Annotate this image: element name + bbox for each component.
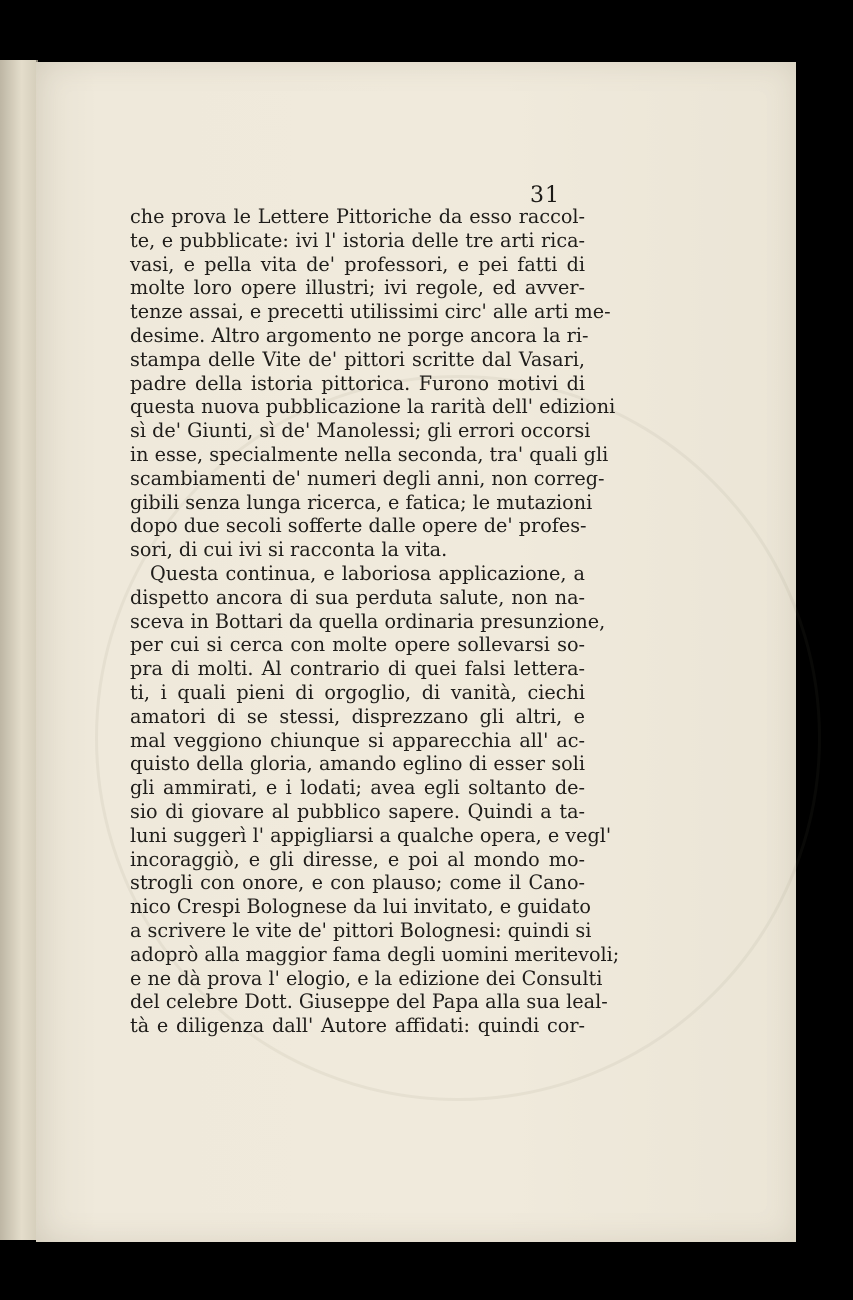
text-line: sì de' Giunti, sì de' Manolessi; gli errori occorsi	[130, 419, 591, 443]
body-text	[130, 205, 620, 1038]
text-line: dispetto ancora di sua perduta salute, non na-	[130, 585, 585, 609]
text-line: gli ammirati, e i lodati; avea egli soltanto de-	[130, 776, 585, 800]
text-line: adoprò alla maggior fama degli uomini meritevoli;	[130, 942, 620, 966]
text-line: desime. Altro argomento ne porge ancora la ri-	[130, 323, 589, 347]
text-line: amatori di se stessi, disprezzano gli altri, e	[130, 704, 585, 728]
text-line: molte loro opere illustri; ivi regole, ed avver-	[130, 276, 585, 300]
text-line: te, e pubblicate: ivi l' istoria delle tre arti rica-	[130, 228, 585, 252]
text-line: tenze assai, e precetti utilissimi circ' alle arti me-	[130, 300, 611, 324]
text-line: in esse, specialmente nella seconda, tra' quali gli	[130, 442, 609, 466]
paragraph-start-line: Questa continua, e laboriosa applicazione, a	[150, 561, 585, 585]
text-line: scambiamenti de' numeri degli anni, non correg-	[130, 466, 605, 490]
page-number: 31	[530, 183, 560, 208]
text-line: nico Crespi Bolognese da lui invitato, e guidato	[130, 895, 591, 919]
text-line: che prova le Lettere Pittoriche da esso raccol-	[130, 205, 585, 228]
text-line: dopo due secoli sofferte dalle opere de' profes-	[130, 514, 587, 538]
text-line: per cui si cerca con molte opere sollevarsi so-	[130, 633, 585, 657]
text-line: padre della istoria pittorica. Furono motivi di	[130, 371, 585, 395]
text-line: mal veggiono chiunque si apparecchia all' ac-	[130, 728, 585, 752]
text-line: del celebre Dott. Giuseppe del Papa alla sua leal-	[130, 990, 608, 1014]
text-line: tà e diligenza dall' Autore affidati: quindi cor-	[130, 1014, 585, 1038]
text-line: pra di molti. Al contrario di quei falsi lettera-	[130, 657, 585, 681]
text-line: strogli con onore, e con plauso; come il Cano-	[130, 871, 585, 895]
text-line: gibili senza lunga ricerca, e fatica; le mutazioni	[130, 490, 593, 514]
text-line: incoraggiò, e gli diresse, e poi al mondo mo-	[130, 847, 585, 871]
text-line: a scrivere le vite de' pittori Bolognesi: quindi si	[130, 918, 592, 942]
text-line: luni suggerì l' appigliarsi a qualche opera, e vegl'	[130, 823, 612, 847]
previous-page-edge	[0, 60, 38, 1240]
text-line: e ne dà prova l' elogio, e la edizione dei Consulti	[130, 966, 603, 990]
text-line: questa nuova pubblicazione la rarità dell' edizioni	[130, 395, 616, 419]
text-line: sceva in Bottari da quella ordinaria presunzione,	[130, 609, 606, 633]
text-line: vasi, e pella vita de' professori, e pei fatti di	[130, 252, 585, 276]
text-line: sori, di cui ivi si racconta la vita.	[130, 538, 448, 562]
text-line: stampa delle Vite de' pittori scritte dal Vasari,	[130, 347, 585, 371]
text-line: ti, i quali pieni di orgoglio, di vanità, ciechi	[130, 680, 585, 704]
text-line: sio di giovare al pubblico sapere. Quindi a ta-	[130, 799, 585, 823]
text-line: quisto della gloria, amando eglino di esser soli	[130, 752, 585, 776]
